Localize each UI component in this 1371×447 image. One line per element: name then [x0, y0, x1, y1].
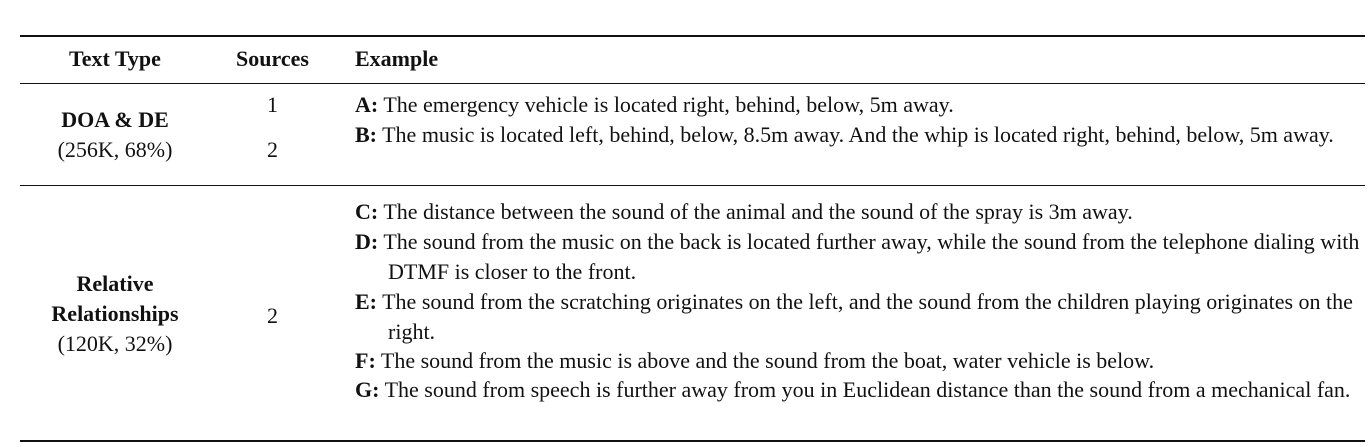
- header-text-type: Text Type: [69, 46, 161, 71]
- bottom-rule: [20, 440, 1365, 442]
- row-rule: [20, 185, 1365, 186]
- example-c: [355, 197, 1371, 227]
- example-label: D:: [355, 229, 379, 254]
- example-text: The distance between the sound of the animal and the sound of the spray is 3m away.: [383, 199, 1133, 224]
- example-text: The sound from the scratching originates on the left, and the sound from the children playing originates on the right.: [382, 289, 1353, 344]
- example-a: [355, 90, 1371, 120]
- example-g: [355, 375, 1371, 405]
- example-b: [355, 120, 1366, 150]
- type-stat: (120K, 32%): [57, 331, 173, 356]
- example-text: The music is located left, behind, below, 8.5m away. And the whip is located right, behind, below, 5m away.: [382, 122, 1334, 147]
- type-name-line1: Relative: [76, 271, 154, 296]
- header-example: Example: [355, 46, 439, 71]
- example-label: C:: [355, 199, 379, 224]
- example-text: The sound from the music on the back is located further away, while the sound from the telephone dialing with DTMF is closer to the front.: [383, 229, 1360, 284]
- type-stat: (256K, 68%): [57, 137, 173, 162]
- example-f: [355, 346, 1371, 376]
- example-label: B:: [355, 122, 377, 147]
- row-doa-de-source-1: 1: [267, 92, 278, 117]
- example-label: E:: [355, 289, 377, 314]
- example-label: F:: [355, 348, 376, 373]
- row-relative-type: [20, 269, 210, 359]
- top-rule: [20, 35, 1365, 37]
- row-relative-source: 2: [267, 303, 278, 328]
- example-e: [355, 287, 1371, 347]
- row-doa-de-type: [20, 105, 210, 165]
- type-name-line2: Relationships: [51, 301, 179, 326]
- row-doa-de-source-2: 2: [267, 137, 278, 162]
- example-label: A:: [355, 92, 379, 117]
- type-name: DOA & DE: [61, 107, 169, 132]
- example-text: The emergency vehicle is located right, behind, below, 5m away.: [383, 92, 954, 117]
- header-rule: [20, 83, 1365, 84]
- example-d: [355, 227, 1371, 287]
- example-label: G:: [355, 377, 380, 402]
- example-text: The sound from speech is further away from you in Euclidean distance than the sound from a mechanical fan.: [384, 377, 1351, 402]
- header-sources: Sources: [236, 46, 309, 71]
- example-text: The sound from the music is above and the sound from the boat, water vehicle is below.: [380, 348, 1155, 373]
